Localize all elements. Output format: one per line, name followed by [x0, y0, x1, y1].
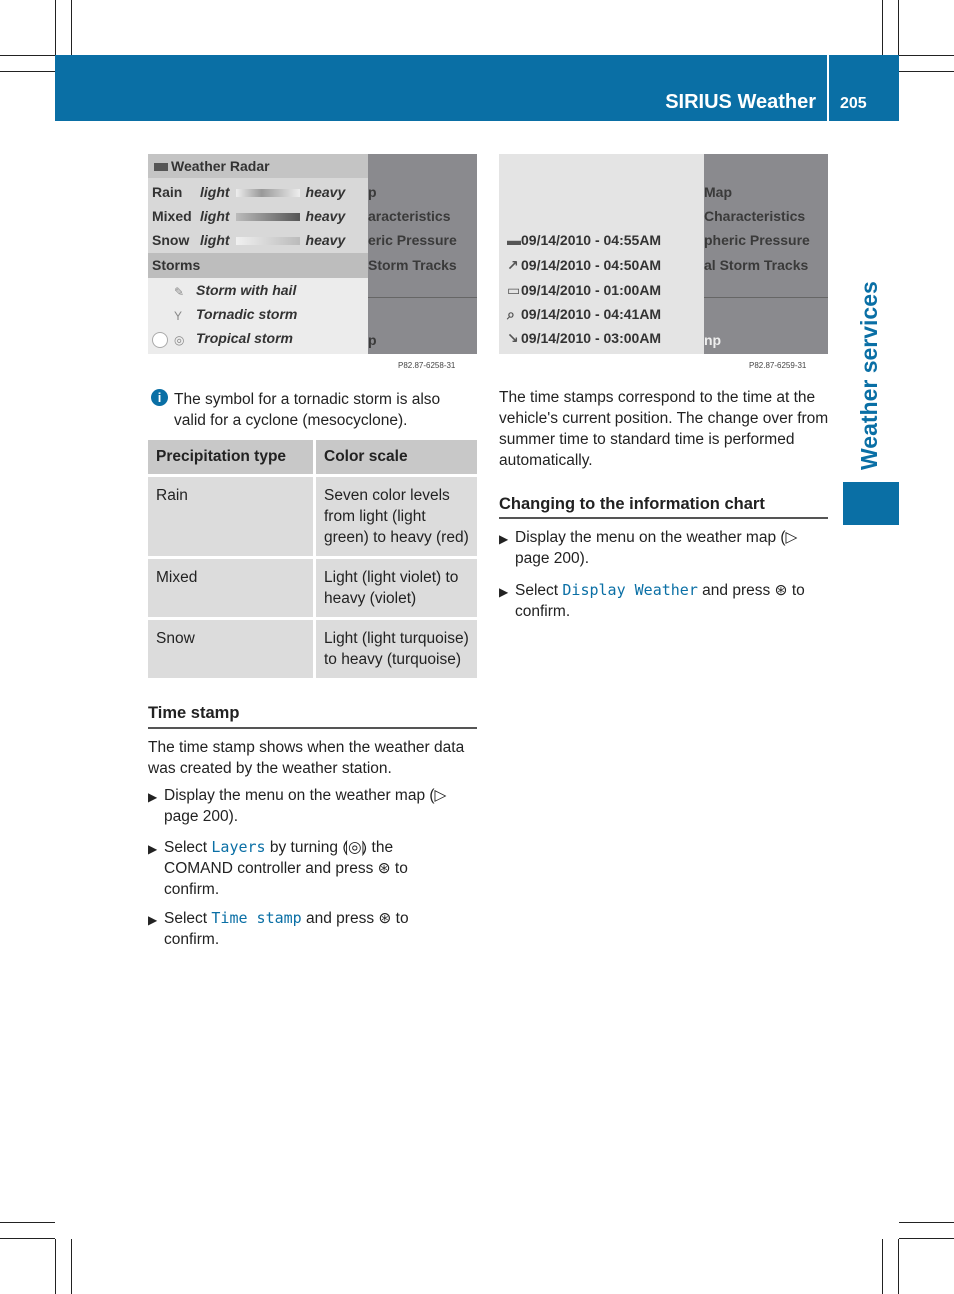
info-icon: i — [151, 389, 168, 406]
timestamp-item[interactable] — [507, 282, 661, 299]
step-text — [164, 908, 464, 950]
crop-mark — [0, 1222, 55, 1223]
radar-row-mixed[interactable] — [152, 208, 345, 224]
row-light: light — [200, 184, 230, 200]
bg-menu-item: p — [368, 332, 377, 348]
chapter-label: Weather services — [856, 281, 882, 470]
table-header: Color scale — [315, 440, 478, 476]
section-heading: Time stamp — [148, 704, 240, 722]
tropical-storm — [196, 330, 293, 346]
image-caption: P82.87-6258-31 — [398, 361, 456, 370]
table-row — [148, 619, 477, 679]
row-heavy: heavy — [305, 208, 346, 224]
header-divider — [827, 55, 829, 121]
time-stamp-intro: The time stamp shows when the weather data was created by the weather station. — [148, 739, 465, 777]
crop-mark — [55, 0, 56, 55]
scale-bar — [236, 189, 300, 197]
table-cell: Seven color levels from light (light green) to heavy (red) — [315, 476, 478, 558]
crop-mark — [898, 1239, 899, 1294]
step-post: by turning ⟬◎⟭ the COMAND controller and press ⊛ to confirm. — [164, 839, 408, 898]
bg-menu-item: eric Pressure — [368, 232, 457, 248]
bullet-arrow-icon: ▶ — [148, 842, 158, 856]
crop-mark — [882, 1239, 883, 1294]
step-pre: Select — [164, 839, 212, 856]
crop-mark — [899, 1238, 954, 1239]
bullet-arrow-icon: ▶ — [499, 532, 509, 546]
storm-with-hail — [196, 282, 296, 298]
menu-term: Time stamp — [211, 909, 302, 927]
row-light: light — [200, 208, 230, 224]
storm-label: Storm with hail — [196, 282, 297, 298]
page-number: 205 — [840, 95, 867, 112]
menu-term: Display Weather — [562, 581, 698, 599]
step-post: and press ⊛ to confirm. — [164, 910, 409, 948]
divider — [704, 297, 828, 298]
hail-icon: ✎ — [174, 285, 185, 299]
bg-menu-item: al Storm Tracks — [704, 257, 809, 273]
table-row — [148, 476, 477, 558]
scale-bar — [236, 213, 300, 221]
bg-menu-item: np — [704, 332, 722, 348]
bg-menu-item: Map — [704, 184, 732, 200]
radar-title — [154, 158, 270, 174]
step-text: Display the menu on the weather map (▷ page 200). — [164, 787, 447, 825]
crop-mark — [0, 55, 55, 56]
row-label: Mixed — [152, 208, 192, 224]
toggle-icon — [152, 332, 168, 348]
heading-rule — [499, 517, 828, 519]
storm-label: Tropical storm — [196, 330, 293, 346]
timestamp-text: 09/14/2010 - 01:00AM — [521, 282, 662, 298]
bg-menu-item: Storm Tracks — [368, 257, 457, 273]
radar-row-snow[interactable] — [152, 232, 345, 248]
table-cell: Mixed — [148, 558, 315, 619]
bg-menu-item: Characteristics — [704, 208, 806, 224]
row-light: light — [200, 232, 230, 248]
ts-icon: ▭ — [507, 282, 521, 298]
step-pre: Select — [164, 910, 212, 927]
timestamp-text: 09/14/2010 - 04:50AM — [521, 257, 662, 273]
scale-bar — [236, 237, 300, 245]
step-text — [164, 837, 464, 900]
timestamp-text: 09/14/2010 - 04:41AM — [521, 306, 662, 322]
image-caption: P82.87-6259-31 — [749, 361, 807, 370]
heading-rule — [148, 727, 477, 729]
step-text — [515, 580, 827, 622]
chapter-tab — [843, 482, 899, 525]
right-intro: The time stamps correspond to the time at the vehicle's current position. The change over from summer time to standard time is performed automatically. — [499, 389, 829, 469]
bullet-arrow-icon: ▶ — [148, 790, 158, 804]
section-title: SIRIUS Weather — [665, 91, 816, 113]
crop-mark — [71, 1239, 72, 1294]
table-cell: Snow — [148, 619, 315, 679]
row-heavy: heavy — [305, 232, 346, 248]
crop-mark — [898, 0, 899, 55]
timestamp-item[interactable] — [507, 232, 661, 248]
timestamp-text: 09/14/2010 - 03:00AM — [521, 330, 662, 346]
bg-menu-item: p — [368, 184, 377, 200]
timestamp-item[interactable] — [507, 257, 661, 274]
row-label: Rain — [152, 184, 183, 200]
ts-icon: ⌕ — [507, 306, 515, 322]
weather-radar-screenshot — [148, 154, 477, 354]
bg-menu-item: aracteristics — [368, 208, 451, 224]
crop-mark — [55, 1239, 56, 1294]
step-pre: Select — [515, 582, 563, 599]
bullet-arrow-icon: ▶ — [148, 913, 158, 927]
storms-label[interactable]: Storms — [152, 257, 201, 273]
crop-mark — [0, 1238, 55, 1239]
bg-menu-item: pheric Pressure — [704, 232, 810, 248]
info-note-text: The symbol for a tornadic storm is also valid for a cyclone (mesocyclone). — [174, 391, 441, 429]
step-post: and press ⊛ to confirm. — [515, 582, 805, 620]
tornadic-storm — [196, 306, 297, 322]
row-label: Snow — [152, 232, 190, 248]
step-text: Display the menu on the weather map (▷ page 200). — [515, 529, 798, 567]
bullet-arrow-icon: ▶ — [499, 585, 509, 599]
table-cell: Light (light violet) to heavy (violet) — [315, 558, 478, 619]
cyclone-icon: ◎ — [174, 333, 185, 347]
table-header-row — [148, 440, 477, 476]
timestamp-text: 09/14/2010 - 04:55AM — [521, 232, 662, 248]
table-header: Precipitation type — [148, 440, 315, 476]
timestamp-screenshot — [499, 154, 828, 354]
row-heavy: heavy — [305, 184, 346, 200]
table-row — [148, 558, 477, 619]
crop-mark — [899, 71, 954, 72]
crop-mark — [899, 1222, 954, 1223]
timestamp-menu — [499, 154, 704, 354]
tornado-icon: Y — [174, 309, 183, 323]
crop-mark — [71, 0, 72, 55]
section-heading: Changing to the information chart — [499, 495, 765, 513]
table-cell: Light (light turquoise) to heavy (turquoise) — [315, 619, 478, 679]
radar-title-text: Weather Radar — [171, 158, 270, 174]
ts-icon: ↘ — [507, 330, 519, 346]
info-note — [174, 389, 474, 431]
radar-row-rain[interactable] — [152, 184, 345, 200]
timestamp-item[interactable] — [507, 330, 661, 347]
crop-mark — [882, 0, 883, 55]
ts-icon: ▬ — [507, 232, 521, 248]
radar-icon — [154, 163, 168, 171]
menu-term: Layers — [211, 838, 266, 856]
precipitation-table — [148, 440, 477, 678]
crop-mark — [0, 71, 55, 72]
storm-label: Tornadic storm — [196, 306, 298, 322]
divider — [368, 297, 477, 298]
table-cell: Rain — [148, 476, 315, 558]
crop-mark — [899, 55, 954, 56]
ts-icon: ↗ — [507, 257, 519, 273]
page-header — [55, 55, 899, 121]
timestamp-item[interactable] — [507, 306, 661, 323]
